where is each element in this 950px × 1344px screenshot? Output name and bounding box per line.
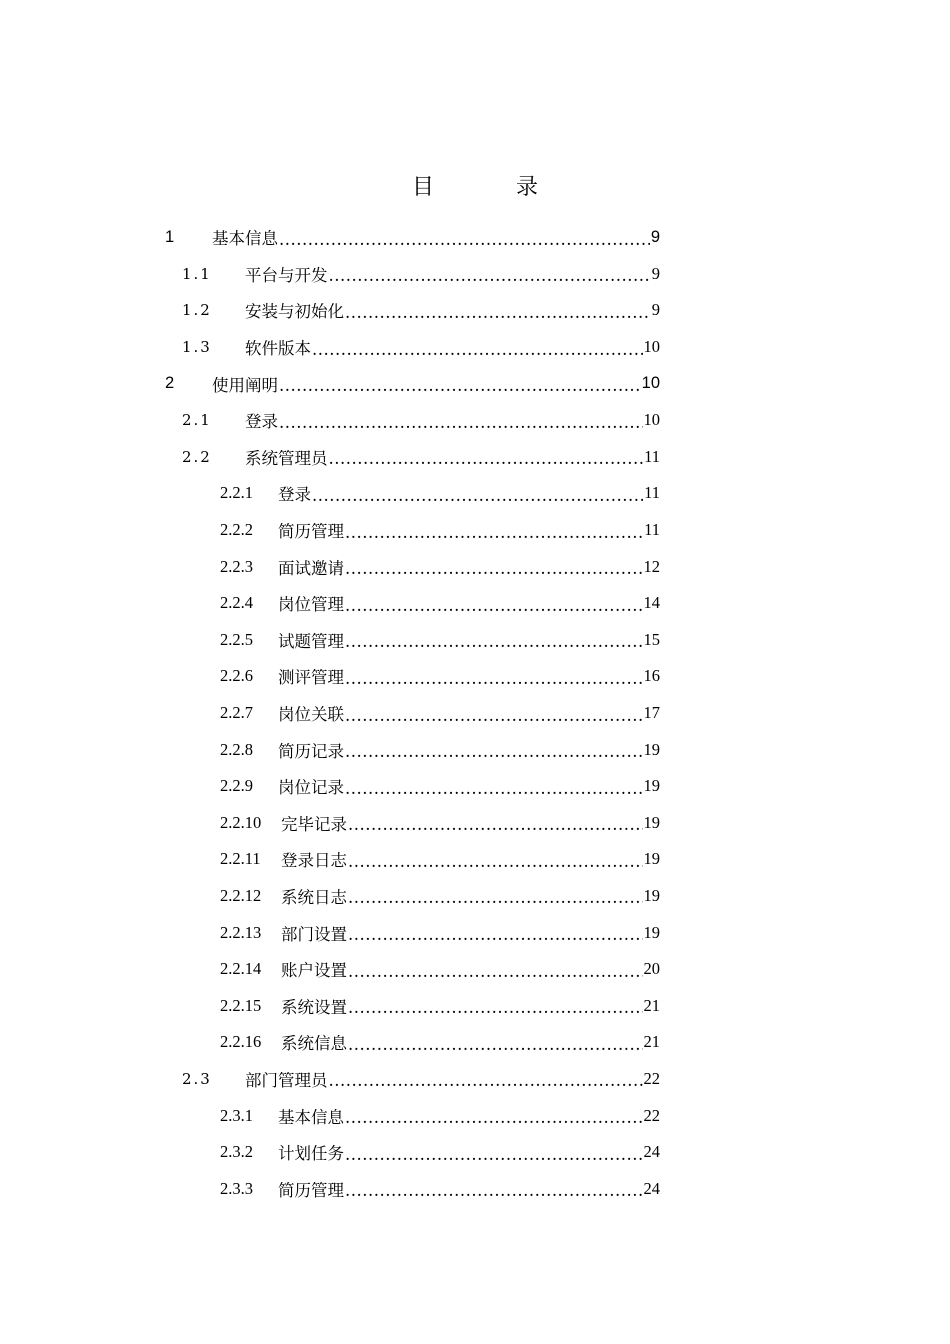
toc-entry-number: 2.3 <box>182 1069 212 1088</box>
toc-entry-page-number: 11 <box>644 446 660 466</box>
toc-entry-label: 系统日志 <box>281 887 347 907</box>
toc-entry-number: 2.2 <box>182 447 212 466</box>
dot-leader <box>345 523 643 542</box>
dot-leader <box>345 632 643 651</box>
dot-leader <box>348 998 643 1017</box>
toc-entry[interactable] <box>0 329 805 366</box>
dot-leader <box>348 925 643 944</box>
toc-entry-page-number: 19 <box>643 812 660 832</box>
toc-entry[interactable] <box>0 768 805 805</box>
toc-entry-page-number: 21 <box>643 1032 660 1052</box>
dot-leader <box>348 852 643 871</box>
toc-entry-page-number: 21 <box>643 995 660 1015</box>
toc-entry-page-number: 9 <box>651 300 660 320</box>
toc-entry[interactable] <box>0 439 805 476</box>
toc-entry-label: 岗位关联 <box>278 705 344 725</box>
toc-entry-label: 登录 <box>278 485 311 505</box>
dot-leader <box>279 230 650 249</box>
toc-entry-page-number: 9 <box>651 263 660 283</box>
toc-entry-page-number: 10 <box>643 337 660 357</box>
dot-leader <box>348 815 643 834</box>
toc-entry-page-number: 11 <box>644 483 660 503</box>
dot-leader <box>329 1071 643 1090</box>
toc-entry-label: 安装与初始化 <box>245 302 344 322</box>
toc-entry-page-number: 15 <box>643 629 660 649</box>
toc-entry-label: 使用阐明 <box>212 375 278 395</box>
toc-entry-label: 岗位管理 <box>278 595 344 615</box>
dot-leader <box>345 1145 643 1164</box>
toc-entry-number: 2.2.3 <box>220 556 253 576</box>
dot-leader <box>329 449 644 468</box>
toc-entry[interactable] <box>0 951 805 988</box>
toc-entry-number: 2.2.7 <box>220 703 253 723</box>
dot-leader <box>345 559 643 578</box>
toc-entry-number: 2.2.1 <box>220 483 253 503</box>
toc-entry[interactable] <box>0 1097 805 1134</box>
toc-entry-label: 平台与开发 <box>245 265 328 285</box>
toc-entry-number: 1.1 <box>182 264 212 283</box>
toc-entry-label: 基本信息 <box>212 229 278 249</box>
toc-entry-number: 2.2.14 <box>220 959 262 979</box>
dot-leader <box>345 1181 643 1200</box>
toc-entry-number: 2.3.2 <box>220 1142 253 1162</box>
toc-entry-number: 1.2 <box>182 301 212 320</box>
toc-entry[interactable] <box>0 512 805 549</box>
toc-entry-number: 2.3.3 <box>220 1178 253 1198</box>
toc-entry[interactable] <box>0 402 805 439</box>
toc-entry-number: 2.2.11 <box>220 849 261 869</box>
toc-entry-label: 部门管理员 <box>245 1070 328 1090</box>
toc-entry-page-number: 24 <box>643 1178 660 1198</box>
toc-entry-label: 测评管理 <box>278 668 344 688</box>
toc-entry-number: 2.2.13 <box>220 922 262 942</box>
dot-leader <box>279 413 643 432</box>
dot-leader <box>345 303 651 322</box>
toc-entry-page-number: 9 <box>650 227 660 246</box>
toc-entry-page-number: 19 <box>643 739 660 759</box>
toc-entry-label: 登录日志 <box>281 851 347 871</box>
toc-entry-number: 2.1 <box>182 411 212 430</box>
toc-entry-label: 登录 <box>245 412 278 432</box>
toc-entry-page-number: 22 <box>643 1105 660 1125</box>
toc-entry-number: 2.2.16 <box>220 1032 262 1052</box>
toc-entry[interactable] <box>0 914 805 951</box>
dot-leader <box>348 1035 643 1054</box>
dot-leader <box>348 888 643 907</box>
toc-entry-number: 2.2.9 <box>220 776 253 796</box>
toc-entry-number: 2.2.5 <box>220 629 253 649</box>
dot-leader <box>312 486 643 505</box>
toc-entry-label: 系统信息 <box>281 1034 347 1054</box>
toc-entry-number: 2.2.12 <box>220 885 262 905</box>
toc-entry-page-number: 24 <box>643 1142 660 1162</box>
toc-entry[interactable] <box>0 292 805 329</box>
toc-entry-label: 完毕记录 <box>281 814 347 834</box>
toc-entry-page-number: 12 <box>643 556 660 576</box>
dot-leader <box>279 376 641 395</box>
toc-entry-page-number: 19 <box>643 885 660 905</box>
toc-entry-label: 试题管理 <box>278 631 344 651</box>
dot-leader <box>345 779 643 798</box>
toc-entry-page-number: 19 <box>643 922 660 942</box>
toc-entry-number: 2.2.2 <box>220 520 253 540</box>
dot-leader <box>345 596 643 615</box>
dot-leader <box>329 266 651 285</box>
toc-title: 目 录 <box>411 175 568 200</box>
toc-entry[interactable] <box>0 1170 805 1207</box>
toc-entry-page-number: 19 <box>643 849 660 869</box>
toc-entry-page-number: 10 <box>643 410 660 430</box>
toc-entry-label: 面试邀请 <box>278 558 344 578</box>
toc-entry[interactable] <box>0 622 805 659</box>
toc-entry-label: 简历管理 <box>278 522 344 542</box>
toc-entry-number: 1.3 <box>182 338 212 357</box>
toc-entry-page-number: 14 <box>643 593 660 613</box>
toc-entry-page-number: 19 <box>643 776 660 796</box>
toc-entry[interactable] <box>0 1061 805 1098</box>
toc-entry-label: 岗位记录 <box>278 778 344 798</box>
toc-entry-number: 1 <box>165 227 175 246</box>
toc-list <box>0 219 950 1207</box>
toc-entry-number: 2.2.6 <box>220 666 253 686</box>
dot-leader <box>312 340 643 359</box>
toc-entry-number: 2.2.15 <box>220 995 262 1015</box>
toc-entry-number: 2.2.10 <box>220 812 262 832</box>
toc-entry[interactable] <box>0 219 805 256</box>
toc-entry-page-number: 11 <box>644 520 660 540</box>
dot-leader <box>348 962 643 981</box>
dot-leader <box>345 742 643 761</box>
toc-entry-page-number: 16 <box>643 666 660 686</box>
toc-entry[interactable] <box>0 256 805 293</box>
toc-entry[interactable] <box>0 987 805 1024</box>
toc-entry[interactable] <box>0 841 805 878</box>
toc-entry-label: 账户设置 <box>281 961 347 981</box>
toc-entry-label: 系统管理员 <box>245 448 328 468</box>
toc-entry-page-number: 20 <box>643 959 660 979</box>
toc-entry[interactable] <box>0 1024 805 1061</box>
toc-entry-label: 基本信息 <box>278 1107 344 1127</box>
toc-entry[interactable] <box>0 365 805 402</box>
toc-entry-number: 2.2.8 <box>220 739 253 759</box>
toc-entry[interactable] <box>0 731 805 768</box>
toc-entry-label: 简历管理 <box>278 1180 344 1200</box>
toc-entry-page-number: 10 <box>641 374 660 393</box>
toc-entry-number: 2.2.4 <box>220 593 253 613</box>
toc-entry[interactable] <box>0 475 805 512</box>
toc-entry[interactable] <box>0 585 805 622</box>
toc-entry-label: 简历记录 <box>278 741 344 761</box>
toc-entry-label: 系统设置 <box>281 997 347 1017</box>
toc-entry-label: 部门设置 <box>281 924 347 944</box>
toc-entry-label: 软件版本 <box>245 339 311 359</box>
dot-leader <box>345 706 643 725</box>
toc-entry[interactable] <box>0 548 805 585</box>
toc-entry-number: 2.3.1 <box>220 1105 253 1125</box>
toc-entry[interactable] <box>0 695 805 732</box>
toc-entry-page-number: 22 <box>643 1068 660 1088</box>
toc-entry[interactable] <box>0 1134 805 1171</box>
toc-entry-label: 计划任务 <box>278 1144 344 1164</box>
dot-leader <box>345 669 643 688</box>
dot-leader <box>345 1108 643 1127</box>
toc-entry-page-number: 17 <box>643 703 660 723</box>
toc-entry-number: 2 <box>165 374 175 393</box>
toc-entry[interactable] <box>0 878 805 915</box>
toc-entry[interactable] <box>0 658 805 695</box>
toc-entry[interactable] <box>0 805 805 842</box>
